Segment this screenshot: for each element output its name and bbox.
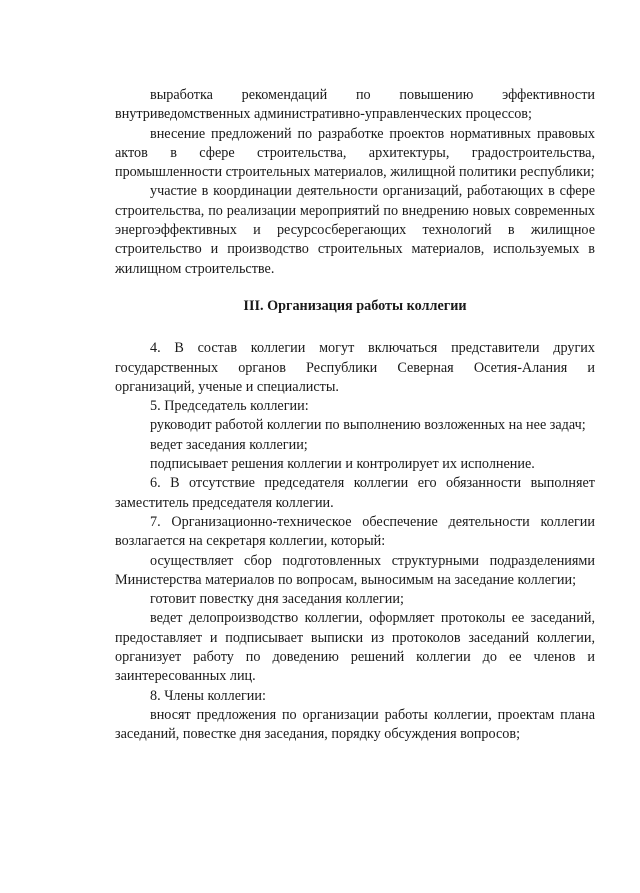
section-heading: III. Организация работы коллегии: [243, 297, 467, 314]
paragraph-item-7: 7. Организационно-техническое обеспечение деятельности коллегии возлагается на секретаря коллегии, который:: [115, 513, 595, 550]
paragraph-coordination: участие в координации деятельности организаций, работающих в сфере строительства, по реализации мероприятий по внедрению новых современных энергоэффективных и ресурсосберегающих технологий в жилищное строительство и производство строительных материалов, используемых в жилищном строительстве.: [115, 183, 595, 277]
document-page: [115, 86, 595, 745]
paragraph-secretary-duty-1: осуществляет сбор подготовленных структурными подразделениями Министерства материалов по вопросам, выносимым на заседание коллегии;: [115, 552, 595, 588]
paragraph-item-8: 8. Члены коллегии:: [150, 687, 266, 704]
paragraph-chair-duty-3: подписывает решения коллегии и контролирует их исполнение.: [150, 456, 535, 473]
paragraph-secretary-duty-2: готовит повестку дня заседания коллегии;: [150, 591, 404, 608]
paragraph-secretary-duty-3: ведет делопроизводство коллегии, оформляет протоколы ее заседаний, предоставляет и подписывает выписки из протоколов заседаний коллегии, организует работу по доведению решений коллегии до ее членов и заинтересованных лиц.: [115, 610, 595, 685]
paragraph-item-5: 5. Председатель коллегии:: [150, 398, 309, 415]
paragraph-item-6: 6. В отсутствие председателя коллегии его обязанности выполняет заместитель председателя коллегии.: [115, 475, 595, 511]
paragraph-members-duty-1: вносят предложения по организации работы коллегии, проектам плана заседаний, повестке дня заседания, порядку обсуждения вопросов;: [115, 706, 595, 743]
paragraph-chair-duty-1: руководит работой коллегии по выполнению возложенных на нее задач;: [150, 417, 586, 434]
paragraph-recommendations: выработка рекомендаций по повышению эффективности внутриведомственных административно-управленческих процессов;: [115, 87, 595, 123]
paragraph-item-4: 4. В состав коллегии могут включаться представители других государственных органов Республики Северная Осетия-Алания и организаций, ученые и специалисты.: [115, 340, 595, 395]
paragraph-legal-acts-proposals: внесение предложений по разработке проектов нормативных правовых актов в сфере строительства, архитектуры, градостроительства, промышленности строительных материалов, жилищной политики республики;: [115, 125, 595, 181]
paragraph-chair-duty-2: ведет заседания коллегии;: [150, 436, 308, 453]
